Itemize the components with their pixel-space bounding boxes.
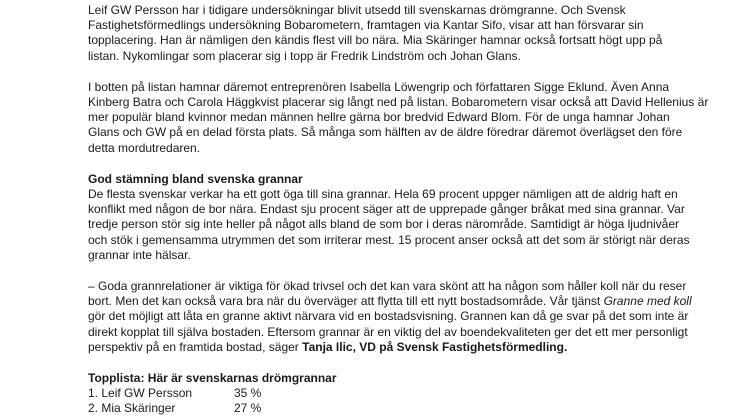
quote-text-start: – Goda grannrelationer är viktiga för ökad trivsel och det kan vara skönt att ha någon som håller koll när du reser bort. Men det kan också vara bra när du överväger att flytta till ett nytt bostadsområde. Vår tjänst xyxy=(88,279,687,309)
list-item-name: 2. Mia Skäringer xyxy=(88,401,176,416)
paragraph-bottom-list: I botten på listan hamnar däremot entreprenören Isabella Löwengrip och författaren Sigge Eklund. Även Anna Kinberg Batra och Carola Häggkvist placerar sig långt ned på listan. Bobarometern visar också att David Hellenius är mer populär bland kvinnor medan männen hellre gärna bor bredvid Edward Blom. För de unga hamnar Johan Glans och GW på en delad första plats. Så många som hälften av de äldre föredrar däremot överlägset den före detta mordutredaren. xyxy=(88,79,709,155)
list-item-name: 1. Leif GW Persson xyxy=(88,386,193,401)
list-item xyxy=(88,386,718,401)
list-item xyxy=(88,401,718,416)
list-item-percent: 35 % xyxy=(234,386,262,401)
paragraph-quote xyxy=(88,279,718,355)
service-name: Granne med koll xyxy=(603,294,692,309)
document-page xyxy=(88,3,718,417)
quote-text-middle: gör det möjligt att låta en granne aktivt närvara vid en bostadsvisning. Grannen kan då ge svar på det som inte är direkt kopplat till själva bostaden. Eftersom grannar är en viktig del av boendekvaliteten ger det ett mer personligt perspektiv på en framtida bostad, säger xyxy=(88,309,689,354)
paragraph-neighbors: De flesta svenskar verkar ha ett gott öga till sina grannar. Hela 69 procent uppger nämligen att de aldrig haft en konflikt med någon de bor nära. Endast sju procent säger att de upprepade gånger bråkat med sina grannar. Var tredje person stör sig inte heller på något alls bland de som bor i deras närområde. Samtidigt är höga ljudnivåer och stök i gemensamma utrymmen det som irriterar mest. 15 procent anser också att det som är störigt när deras grannar inte hälsar. xyxy=(88,187,690,262)
toplist-heading: Topplista: Här är svenskarnas drömgrannar xyxy=(88,371,337,386)
quote-attribution: Tanja Ilic, VD på Svensk Fastighetsförmedling. xyxy=(302,339,568,354)
section-heading: God stämning bland svenska grannar xyxy=(88,171,303,186)
list-item-percent: 27 % xyxy=(234,401,262,416)
paragraph-intro: Leif GW Persson har i tidigare undersökningar blivit utsedd till svenskarnas drömgranne. Och Svensk Fastighetsförmedlings undersökning Bobarometern, framtagen via Kantar Sifo, visar att han försvarar sin topplacering. Han är nämligen den kändis flest vill bo nära. Mia Skäringer hamnar också fortsatt högt upp på listan. Nykomlingar som placerar sig i topp är Fredrik Lindström och Johan Glans. xyxy=(88,3,663,63)
